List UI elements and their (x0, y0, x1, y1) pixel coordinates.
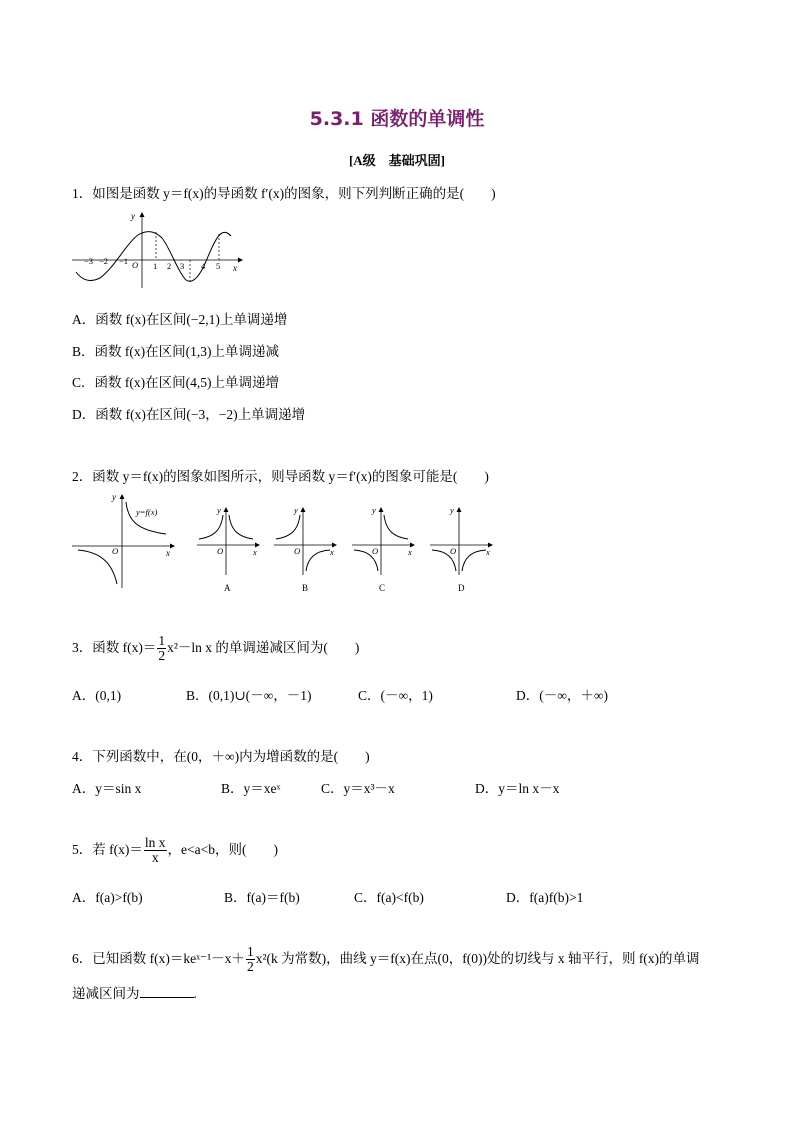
q3-fraction: $\frac{1}{2}$ (158, 633, 166, 664)
q1-option-b[interactable]: B．函数 f(x)在区间(1,3)上单调递减 (72, 344, 279, 359)
q2-choice-a-graph[interactable] (195, 505, 265, 595)
q2-choice-b-graph[interactable] (272, 505, 342, 595)
q1-tick: 2 (167, 261, 172, 271)
page-title: 5.3.1 函数的单调性 (309, 108, 485, 130)
q3-option-c[interactable]: C．(－∞，1) (358, 688, 433, 703)
q3-option-a[interactable]: A．(0,1) (72, 688, 122, 703)
q2-y-label: y (112, 492, 116, 502)
q6-stem: 6．已知函数 f(x)＝keˣ⁻¹－x＋ $\frac{1}{2}$ x²(k 为常数)，曲线 y＝f(x)在点(0，f(0))处的切线与 x 轴平行，则 f(x)的单调 (72, 944, 700, 975)
q1-tick: −1 (119, 256, 129, 266)
q4-option-a[interactable]: A．y＝sin x (72, 781, 142, 796)
svg-text:O: O (450, 546, 457, 556)
q5-option-a[interactable]: A．f(a)>f(b) (72, 890, 143, 905)
q1-tick: −3 (84, 256, 94, 266)
q1-tick: −2 (99, 256, 109, 266)
q1-option-a[interactable]: A．函数 f(x)在区间(−2,1)上单调递增 (72, 312, 288, 327)
q5-option-c[interactable]: C．f(a)<f(b) (354, 890, 424, 905)
q2-main-graph (70, 490, 180, 590)
q3-stem: 3．函数 f(x)＝ $\frac{1}{2}$ x²－ln x 的单调递减区间为( ) (72, 633, 360, 664)
q5-fraction: $\frac{\text{ln x}}{x}$ (144, 835, 166, 866)
q5-stem: 5．若 f(x)＝ $\frac{\text{ln x}}{x}$ ，e<a<b，则( ) (72, 835, 278, 866)
q5-option-d[interactable]: D．f(a)f(b)>1 (506, 890, 584, 905)
q2-choice-c-graph[interactable] (350, 505, 420, 595)
q2-choice-d-label: D (458, 583, 465, 593)
svg-text:x: x (408, 547, 412, 557)
svg-text:y: y (294, 505, 298, 515)
q1-x-label: x (233, 263, 237, 273)
q2-x-label: x (166, 548, 170, 558)
q3-option-d[interactable]: D．(－∞，＋∞) (516, 688, 608, 703)
q1-tick: 5 (216, 261, 221, 271)
q1-option-d[interactable]: D．函数 f(x)在区间(−3，−2)上单调递增 (72, 407, 306, 422)
q5-option-b[interactable]: B．f(a)＝f(b) (224, 890, 300, 905)
q1-option-c[interactable]: C．函数 f(x)在区间(4,5)上单调递增 (72, 375, 279, 390)
q1-y-label: y (131, 211, 135, 221)
q1-x-arrow (238, 258, 243, 263)
q2-choice-c-label: C (379, 583, 386, 593)
q1-tick: 4 (201, 261, 206, 271)
q1-stem: 1．如图是函数 y＝f(x)的导函数 f′(x)的图象，则下列判断正确的是( ) (72, 186, 496, 201)
svg-text:y: y (372, 505, 376, 515)
svg-text:y: y (217, 505, 221, 515)
q6-fraction: $\frac{1}{2}$ (246, 944, 254, 975)
q2-curve-label: y=f(x) (136, 507, 158, 517)
q1-tick: 1 (153, 261, 158, 271)
q3-option-b[interactable]: B．(0,1)∪(－∞，－1) (186, 688, 312, 703)
svg-text:x: x (486, 547, 490, 557)
svg-text:O: O (217, 546, 224, 556)
q1-origin: O (132, 260, 139, 270)
svg-text:x: x (253, 547, 257, 557)
q4-stem: 4．下列函数中，在(0，＋∞)内为增函数的是( ) (72, 749, 370, 764)
svg-text:y: y (450, 505, 454, 515)
q2-origin: O (112, 546, 119, 556)
section-level: [A级 基础巩固] (348, 153, 446, 168)
q4-option-d[interactable]: D．y＝ln x－x (475, 781, 560, 796)
q6-answer-blank[interactable] (140, 985, 194, 998)
svg-text:O: O (294, 546, 301, 556)
q1-tick: 3 (180, 261, 185, 271)
q4-option-c[interactable]: C．y＝x³－x (321, 781, 395, 796)
q6-line2: 递减区间为 . (72, 986, 197, 1001)
q2-choice-b-label: B (302, 583, 309, 593)
svg-text:O: O (372, 546, 379, 556)
svg-text:x: x (330, 547, 334, 557)
q4-option-b[interactable]: B．y＝xeˣ (221, 781, 281, 796)
q2-choice-a-label: A (224, 583, 231, 593)
q1-derivative-graph (68, 208, 248, 293)
q1-y-arrow (140, 212, 145, 217)
q2-stem: 2．函数 y＝f(x)的图象如图所示，则导函数 y＝f′(x)的图象可能是( ) (72, 469, 489, 484)
q2-choice-d-graph[interactable] (428, 505, 498, 595)
